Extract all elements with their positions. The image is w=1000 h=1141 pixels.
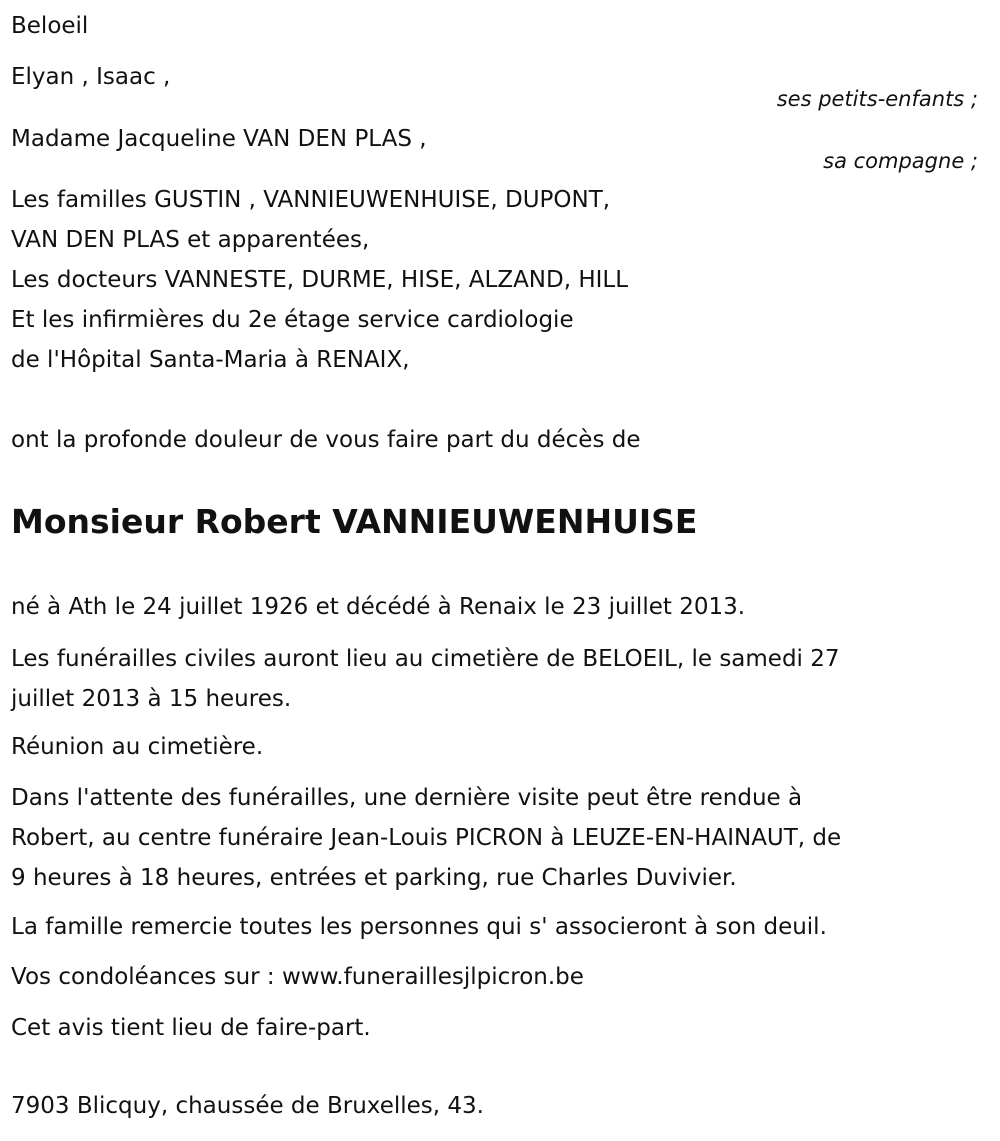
visit-line: Dans l'attente des funérailles, une dernière visite peut être rendue à — [11, 785, 803, 811]
birth-death: né à Ath le 24 juillet 1926 et décédé à Renaix le 23 juillet 2013. — [11, 594, 746, 620]
condolences: Vos condoléances sur : www.funeraillesjlpicron.be — [11, 964, 584, 990]
thanks: La famille remercie toutes les personnes qui s' associeront à son deuil. — [11, 914, 827, 940]
location: Beloeil — [11, 13, 89, 39]
others-line: Les docteurs VANNESTE, DURME, HISE, ALZAND, HILL — [11, 267, 629, 293]
meeting: Réunion au cimetière. — [11, 734, 264, 760]
funeral-line: juillet 2013 à 15 heures. — [11, 686, 292, 712]
companion-name: Madame Jacqueline VAN DEN PLAS , — [11, 126, 427, 152]
grandchildren-relation: ses petits-enfants ; — [776, 87, 978, 111]
others-line: VAN DEN PLAS et apparentées, — [11, 227, 370, 253]
others-line: de l'Hôpital Santa-Maria à RENAIX, — [11, 347, 410, 373]
deceased-name: Monsieur Robert VANNIEUWENHUISE — [11, 502, 698, 541]
notice: Cet avis tient lieu de faire-part. — [11, 1015, 371, 1041]
grandchildren-names: Elyan , Isaac , — [11, 64, 171, 90]
companion-relation: sa compagne ; — [823, 149, 978, 173]
announcement: ont la profonde douleur de vous faire part du décès de — [11, 427, 641, 453]
visit-line: 9 heures à 18 heures, entrées et parking, rue Charles Duvivier. — [11, 865, 737, 891]
others-line: Et les infirmières du 2e étage service cardiologie — [11, 307, 574, 333]
funeral-line: Les funérailles civiles auront lieu au cimetière de BELOEIL, le samedi 27 — [11, 646, 840, 672]
others-line: Les familles GUSTIN , VANNIEUWENHUISE, DUPONT, — [11, 187, 611, 213]
address: 7903 Blicquy, chaussée de Bruxelles, 43. — [11, 1093, 484, 1119]
visit-line: Robert, au centre funéraire Jean-Louis PICRON à LEUZE-EN-HAINAUT, de — [11, 825, 842, 851]
